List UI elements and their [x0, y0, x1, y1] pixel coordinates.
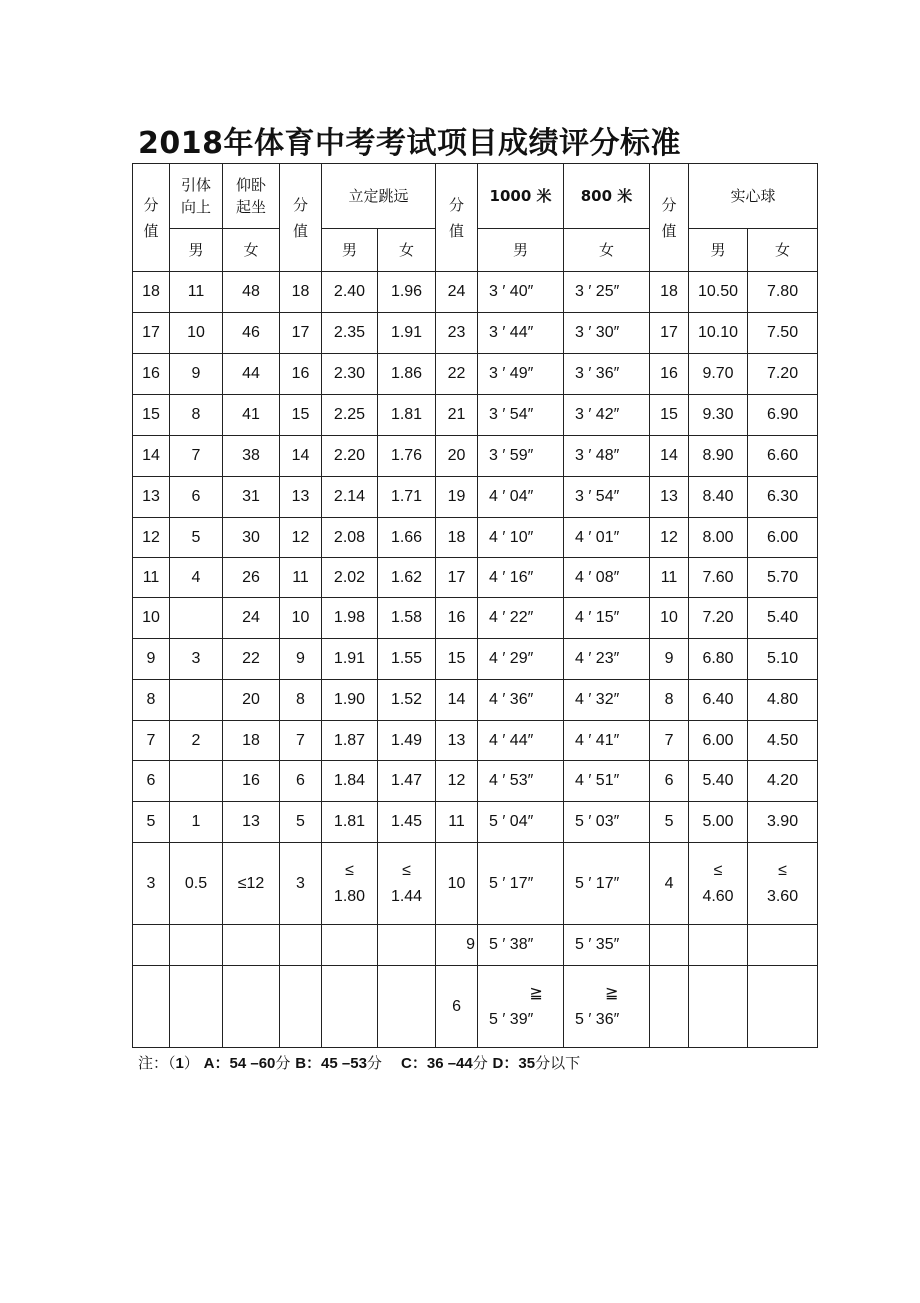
- jump-female-cell: 1.58: [378, 598, 436, 639]
- header-ball: 实心球: [689, 164, 818, 229]
- table-row: [133, 558, 818, 598]
- ball-female-cell: 7.80: [748, 272, 818, 313]
- header-run800-female: 女: [564, 229, 650, 272]
- pullup-cell: 6: [170, 477, 223, 518]
- run1000-cell: 3 ′ 44″: [478, 313, 564, 354]
- pullup-cell: [170, 598, 223, 639]
- score-cell: 3: [280, 843, 322, 925]
- ball-female-cell: [748, 843, 818, 925]
- ball-female-cell: 6.30: [748, 477, 818, 518]
- table-row: [133, 761, 818, 802]
- empty-cell: [322, 966, 378, 1048]
- table-row: [133, 802, 818, 843]
- run800-cell: 4 ′ 41″: [564, 721, 650, 761]
- header-score-3-label: 分值: [449, 195, 465, 240]
- run1000-cell: 4 ′ 22″: [478, 598, 564, 639]
- grade-note: [138, 1052, 580, 1073]
- ball-male-cell: 10.10: [689, 313, 748, 354]
- ball-female-cell: 7.50: [748, 313, 818, 354]
- jump-female-cell: 1.45: [378, 802, 436, 843]
- situp-cell: 38: [223, 436, 280, 477]
- note-prefix: 注：（: [138, 1054, 176, 1072]
- score-cell: 14: [436, 680, 478, 721]
- score-cell: 10: [436, 843, 478, 925]
- jump-female-cell: 1.62: [378, 558, 436, 598]
- header-situp-label: 仰卧起坐: [235, 176, 266, 216]
- empty-cell: [689, 925, 748, 966]
- empty-cell: [748, 925, 818, 966]
- ball-female-cell: 6.00: [748, 518, 818, 558]
- run800-cell-symbol: ≧: [605, 984, 619, 1002]
- ball-female-cell-value: 3.60: [766, 887, 799, 905]
- score-cell: 5: [650, 802, 689, 843]
- empty-cell: [133, 925, 170, 966]
- pullup-cell: 11: [170, 272, 223, 313]
- empty-cell: [170, 966, 223, 1048]
- jump-male-cell: 1.87: [322, 721, 378, 761]
- score-cell: 24: [436, 272, 478, 313]
- empty-cell: [223, 925, 280, 966]
- pullup-cell: 8: [170, 395, 223, 436]
- score-cell: 6: [133, 761, 170, 802]
- jump-male-cell: 1.91: [322, 639, 378, 680]
- pullup-cell: 0.5: [170, 843, 223, 925]
- jump-male-cell: 2.02: [322, 558, 378, 598]
- score-cell: 14: [650, 436, 689, 477]
- header-run1000-male: 男: [478, 229, 564, 272]
- run1000-cell: 5 ′ 38″: [478, 925, 564, 966]
- ball-male-cell-symbol: ≤: [713, 861, 723, 879]
- score-table-body: [133, 164, 818, 1048]
- pullup-cell: 4: [170, 558, 223, 598]
- note-close: ）: [183, 1054, 199, 1072]
- run1000-cell-value: 5 ′ 39″: [489, 1010, 534, 1028]
- ball-male-cell: 5.40: [689, 761, 748, 802]
- jump-female-cell: 1.81: [378, 395, 436, 436]
- jump-female-cell: 1.66: [378, 518, 436, 558]
- score-cell: 7: [280, 721, 322, 761]
- run800-cell: 4 ′ 01″: [564, 518, 650, 558]
- note-b-range: 45 –53: [321, 1055, 367, 1072]
- situp-cell: 44: [223, 354, 280, 395]
- jump-male-cell-symbol: ≤: [345, 861, 354, 879]
- note-c-unit: 分: [472, 1054, 488, 1072]
- score-cell: 18: [280, 272, 322, 313]
- score-cell: 12: [436, 761, 478, 802]
- situp-cell: 26: [223, 558, 280, 598]
- situp-cell: 48: [223, 272, 280, 313]
- table-row: [133, 680, 818, 721]
- jump-male-cell: 2.14: [322, 477, 378, 518]
- pullup-cell: 2: [170, 721, 223, 761]
- table-row: [133, 721, 818, 761]
- table-row: [133, 272, 818, 313]
- header-jump-male: 男: [322, 229, 378, 272]
- note-a-unit: 分: [275, 1054, 291, 1072]
- situp-cell: 41: [223, 395, 280, 436]
- run800-cell: 3 ′ 30″: [564, 313, 650, 354]
- situp-cell: 20: [223, 680, 280, 721]
- empty-cell: [223, 966, 280, 1048]
- situp-cell: 46: [223, 313, 280, 354]
- empty-cell: [322, 925, 378, 966]
- score-cell: 12: [650, 518, 689, 558]
- header-score-2: [280, 164, 322, 272]
- jump-female-cell: 1.71: [378, 477, 436, 518]
- run800-cell: 3 ′ 54″: [564, 477, 650, 518]
- score-cell: 4: [650, 843, 689, 925]
- score-cell: 11: [133, 558, 170, 598]
- ball-male-cell: 7.60: [689, 558, 748, 598]
- empty-cell: [280, 925, 322, 966]
- ball-male-cell: 5.00: [689, 802, 748, 843]
- score-cell: 23: [436, 313, 478, 354]
- table-row: [133, 354, 818, 395]
- score-cell: 16: [280, 354, 322, 395]
- empty-cell: [378, 966, 436, 1048]
- ball-male-cell-value: 4.60: [702, 887, 734, 905]
- score-cell: 5: [133, 802, 170, 843]
- note-c-range: 36 –44: [426, 1055, 473, 1072]
- ball-male-cell: 8.00: [689, 518, 748, 558]
- score-cell: 16: [133, 354, 170, 395]
- score-cell: 9: [650, 639, 689, 680]
- run800-cell-value: 5 ′ 36″: [575, 1010, 620, 1028]
- table-row: [133, 518, 818, 558]
- run800-cell: 4 ′ 51″: [564, 761, 650, 802]
- table-row: [133, 925, 818, 966]
- table-row: [133, 436, 818, 477]
- table-row: [133, 639, 818, 680]
- score-cell: 18: [436, 518, 478, 558]
- run1000-cell: 4 ′ 53″: [478, 761, 564, 802]
- score-cell: 7: [650, 721, 689, 761]
- score-cell: 14: [133, 436, 170, 477]
- situp-cell: 24: [223, 598, 280, 639]
- pullup-cell: 1: [170, 802, 223, 843]
- score-cell: 17: [280, 313, 322, 354]
- score-table: [132, 163, 818, 1048]
- jump-male-cell: 2.08: [322, 518, 378, 558]
- ball-female-cell: 6.60: [748, 436, 818, 477]
- score-cell: 13: [280, 477, 322, 518]
- ball-male-cell: [689, 843, 748, 925]
- score-cell: 8: [280, 680, 322, 721]
- ball-female-cell: 4.20: [748, 761, 818, 802]
- score-cell: 11: [436, 802, 478, 843]
- jump-male-cell: 2.25: [322, 395, 378, 436]
- situp-cell: 13: [223, 802, 280, 843]
- score-cell: 16: [436, 598, 478, 639]
- header-pullup-label: 引体向上: [180, 176, 211, 216]
- pullup-cell: 9: [170, 354, 223, 395]
- note-a-label: A：: [203, 1055, 230, 1072]
- run1000-cell: 3 ′ 54″: [478, 395, 564, 436]
- jump-female-cell: 1.52: [378, 680, 436, 721]
- table-row: [133, 598, 818, 639]
- empty-cell: [689, 966, 748, 1048]
- situp-cell: 18: [223, 721, 280, 761]
- header-run1000: 1000 米: [478, 164, 564, 229]
- run1000-cell: 3 ′ 40″: [478, 272, 564, 313]
- score-cell: 12: [133, 518, 170, 558]
- jump-female-cell: 1.55: [378, 639, 436, 680]
- note-d-suffix: 分以下: [535, 1054, 581, 1072]
- header-score-4: [650, 164, 689, 272]
- jump-male-cell: 1.98: [322, 598, 378, 639]
- ball-male-cell: 10.50: [689, 272, 748, 313]
- header-situp: [223, 164, 280, 229]
- header-score-1-label: 分值: [143, 195, 159, 240]
- score-cell: 22: [436, 354, 478, 395]
- score-cell: 18: [650, 272, 689, 313]
- score-cell: 10: [133, 598, 170, 639]
- run1000-cell: 3 ′ 49″: [478, 354, 564, 395]
- ball-female-cell: 4.50: [748, 721, 818, 761]
- score-cell: 6: [280, 761, 322, 802]
- score-cell: 11: [650, 558, 689, 598]
- jump-female-cell: 1.47: [378, 761, 436, 802]
- score-cell: 5: [280, 802, 322, 843]
- score-cell: 15: [650, 395, 689, 436]
- ball-male-cell: 8.40: [689, 477, 748, 518]
- header-score-3: [436, 164, 478, 272]
- run800-cell: 4 ′ 32″: [564, 680, 650, 721]
- score-cell: 17: [436, 558, 478, 598]
- run800-cell: 3 ′ 36″: [564, 354, 650, 395]
- situp-cell: 31: [223, 477, 280, 518]
- jump-male-cell-value: 1.80: [333, 887, 366, 905]
- empty-cell: [650, 925, 689, 966]
- jump-male-cell: 1.90: [322, 680, 378, 721]
- ball-male-cell: 6.80: [689, 639, 748, 680]
- run800-cell: 3 ′ 25″: [564, 272, 650, 313]
- note-b-label: B：: [295, 1055, 322, 1072]
- ball-male-cell: 9.70: [689, 354, 748, 395]
- jump-female-cell: 1.49: [378, 721, 436, 761]
- score-cell: 20: [436, 436, 478, 477]
- score-cell: 17: [650, 313, 689, 354]
- score-cell: 13: [436, 721, 478, 761]
- table-row: [133, 313, 818, 354]
- note-num: 1: [175, 1055, 184, 1072]
- run1000-cell: 4 ′ 16″: [478, 558, 564, 598]
- score-cell: 12: [280, 518, 322, 558]
- run1000-cell: 3 ′ 59″: [478, 436, 564, 477]
- table-row: [133, 843, 818, 925]
- empty-cell: [280, 966, 322, 1048]
- run1000-cell: 4 ′ 10″: [478, 518, 564, 558]
- ball-female-cell: 3.90: [748, 802, 818, 843]
- jump-female-cell: 1.86: [378, 354, 436, 395]
- score-cell: 9: [436, 925, 478, 966]
- score-cell: 6: [436, 966, 478, 1048]
- score-cell: 15: [133, 395, 170, 436]
- run800-cell: 5 ′ 03″: [564, 802, 650, 843]
- empty-cell: [650, 966, 689, 1048]
- jump-female-cell-value: 1.44: [390, 887, 423, 905]
- score-cell: 10: [650, 598, 689, 639]
- ball-male-cell: 6.00: [689, 721, 748, 761]
- header-jump-female: 女: [378, 229, 436, 272]
- score-cell: 11: [280, 558, 322, 598]
- score-cell: 18: [133, 272, 170, 313]
- jump-male-cell: 2.35: [322, 313, 378, 354]
- pullup-cell: [170, 680, 223, 721]
- note-c-label: C：: [401, 1055, 427, 1072]
- header-situp-female: 女: [223, 229, 280, 272]
- run800-cell: [564, 966, 650, 1048]
- score-cell: 9: [133, 639, 170, 680]
- ball-female-cell: 5.10: [748, 639, 818, 680]
- note-d-value: 35: [518, 1055, 536, 1072]
- page-title: 2018年体育中考考试项目成绩评分标准: [138, 126, 681, 161]
- run800-cell: 5 ′ 17″: [564, 843, 650, 925]
- score-cell: 13: [650, 477, 689, 518]
- empty-cell: [133, 966, 170, 1048]
- header-score-4-label: 分值: [661, 195, 677, 240]
- ball-female-cell: 7.20: [748, 354, 818, 395]
- jump-female-cell: 1.76: [378, 436, 436, 477]
- table-row: [133, 477, 818, 518]
- ball-female-cell: 5.40: [748, 598, 818, 639]
- score-cell: 8: [133, 680, 170, 721]
- run1000-cell: 4 ′ 44″: [478, 721, 564, 761]
- score-cell: 19: [436, 477, 478, 518]
- ball-female-cell: 5.70: [748, 558, 818, 598]
- jump-male-cell: [322, 843, 378, 925]
- pullup-cell: 3: [170, 639, 223, 680]
- situp-cell: 16: [223, 761, 280, 802]
- table-row: [133, 966, 818, 1048]
- header-jump: 立定跳远: [322, 164, 436, 229]
- score-cell: 13: [133, 477, 170, 518]
- score-cell: 14: [280, 436, 322, 477]
- header-score-1: [133, 164, 170, 272]
- jump-male-cell: 2.30: [322, 354, 378, 395]
- run800-cell: 4 ′ 08″: [564, 558, 650, 598]
- jump-male-cell: 2.40: [322, 272, 378, 313]
- score-cell: 6: [650, 761, 689, 802]
- score-cell: 8: [650, 680, 689, 721]
- score-cell: 16: [650, 354, 689, 395]
- run1000-cell: 4 ′ 04″: [478, 477, 564, 518]
- run1000-cell: 5 ′ 04″: [478, 802, 564, 843]
- note-d-label: D：: [492, 1055, 519, 1072]
- score-cell: 15: [436, 639, 478, 680]
- run800-cell: 5 ′ 35″: [564, 925, 650, 966]
- run1000-cell: 4 ′ 29″: [478, 639, 564, 680]
- jump-female-cell-symbol: ≤: [402, 861, 411, 879]
- run1000-cell: 5 ′ 17″: [478, 843, 564, 925]
- header-ball-male: 男: [689, 229, 748, 272]
- jump-male-cell: 1.81: [322, 802, 378, 843]
- situp-cell: 22: [223, 639, 280, 680]
- run800-cell: 4 ′ 23″: [564, 639, 650, 680]
- note-b-unit: 分: [366, 1054, 382, 1072]
- score-cell: 17: [133, 313, 170, 354]
- header-pullup-male: 男: [170, 229, 223, 272]
- jump-male-cell: 2.20: [322, 436, 378, 477]
- header-run800: 800 米: [564, 164, 650, 229]
- score-cell: 9: [280, 639, 322, 680]
- pullup-cell: 5: [170, 518, 223, 558]
- run800-cell: 3 ′ 48″: [564, 436, 650, 477]
- ball-male-cell: 6.40: [689, 680, 748, 721]
- score-cell: 10: [280, 598, 322, 639]
- header-pullup: [170, 164, 223, 229]
- empty-cell: [378, 925, 436, 966]
- pullup-cell: 10: [170, 313, 223, 354]
- run1000-cell: [478, 966, 564, 1048]
- ball-male-cell: 8.90: [689, 436, 748, 477]
- score-cell: 7: [133, 721, 170, 761]
- jump-female-cell: 1.96: [378, 272, 436, 313]
- situp-cell: 30: [223, 518, 280, 558]
- table-row: [133, 395, 818, 436]
- run800-cell: 3 ′ 42″: [564, 395, 650, 436]
- score-cell: 15: [280, 395, 322, 436]
- pullup-cell: 7: [170, 436, 223, 477]
- jump-female-cell: 1.91: [378, 313, 436, 354]
- header-ball-female: 女: [748, 229, 818, 272]
- run1000-cell-symbol: ≧: [529, 984, 543, 1002]
- score-cell: 3: [133, 843, 170, 925]
- ball-female-cell-symbol: ≤: [778, 861, 787, 879]
- run1000-cell: 4 ′ 36″: [478, 680, 564, 721]
- note-a-range: 54 –60: [229, 1055, 276, 1072]
- score-cell: 21: [436, 395, 478, 436]
- ball-female-cell: 6.90: [748, 395, 818, 436]
- empty-cell: [748, 966, 818, 1048]
- ball-female-cell: 4.80: [748, 680, 818, 721]
- ball-male-cell: 9.30: [689, 395, 748, 436]
- situp-cell: ≤12: [223, 843, 280, 925]
- header-row-1: [133, 164, 818, 229]
- empty-cell: [170, 925, 223, 966]
- pullup-cell: [170, 761, 223, 802]
- jump-female-cell: [378, 843, 436, 925]
- run800-cell: 4 ′ 15″: [564, 598, 650, 639]
- jump-male-cell: 1.84: [322, 761, 378, 802]
- header-score-2-label: 分值: [292, 195, 308, 240]
- ball-male-cell: 7.20: [689, 598, 748, 639]
